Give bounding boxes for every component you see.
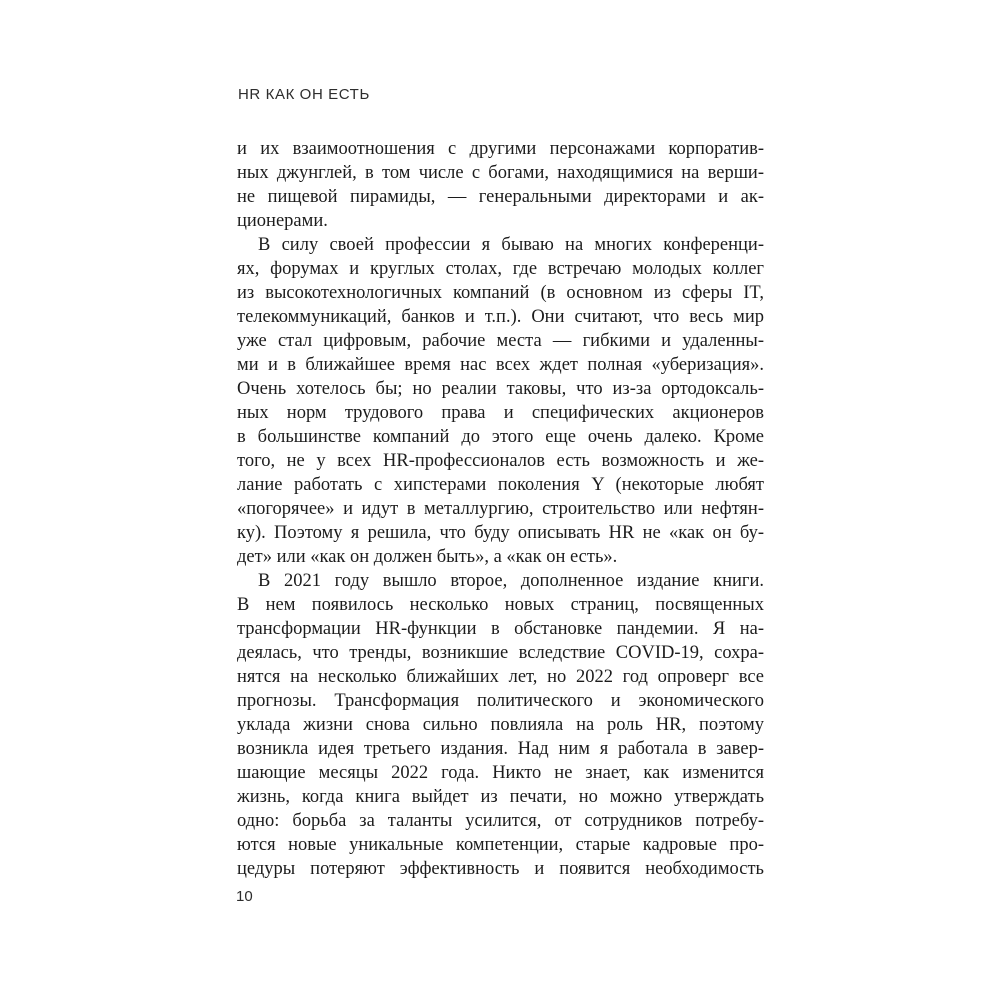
text-line: ми и в ближайшее время нас всех ждет полная «уберизация». [237,355,764,375]
text-line: не пищевой пирамиды, — генеральными директорами и ак- [237,187,764,207]
text-line: жизнь, когда книга выйдет из печати, но можно утверждать [237,787,764,807]
text-line: деялась, что тренды, возникшие вследствие COVID-19, сохра- [237,643,764,663]
text-line: того, не у всех HR-профессионалов есть возможность и же- [237,451,764,471]
text-line: ются новые уникальные компетенции, старые кадровые про- [237,835,764,855]
text-line: и их взаимоотношения с другими персонажами корпоратив- [237,139,764,159]
text-line: «погорячее» и идут в металлургию, строительство или нефтян- [237,499,764,519]
text-line: прогнозы. Трансформация политического и экономического [237,691,764,711]
text-line: телекоммуникаций, банков и т.п.). Они считают, что весь мир [237,307,764,327]
text-line: возникла идея третьего издания. Над ним я работала в завер- [237,739,764,759]
text-line: ку). Поэтому я решила, что буду описывать HR не «как он бу- [237,523,764,543]
text-line: ных норм трудового права и специфических акционеров [237,403,764,423]
text-line: шающие месяцы 2022 года. Никто не знает, как изменится [237,763,764,783]
text-line: дет» или «как он должен быть», а «как он есть». [237,547,618,567]
text-line: нятся на несколько ближайших лет, но 2022 год опроверг все [237,667,764,687]
text-line: из высокотехнологичных компаний (в основном из сферы IT, [237,283,764,303]
text-line: ях, форумах и круглых столах, где встречаю молодых коллег [237,259,764,279]
text-line: В силу своей профессии я бываю на многих конференци- [258,235,764,255]
body-text [237,137,764,881]
text-line: ционерами. [237,211,328,231]
text-line: одно: борьба за таланты усилится, от сотрудников потребу- [237,811,764,831]
running-header: HR КАК ОН ЕСТЬ [238,86,370,103]
page-number: 10 [236,888,253,905]
text-line: лание работать с хипстерами поколения Y (некоторые любят [237,475,764,495]
text-line: уже стал цифровым, рабочие места — гибкими и удаленны- [237,331,764,351]
text-line: Очень хотелось бы; но реалии таковы, что из-за ортодоксаль- [237,379,764,399]
text-line: в большинстве компаний до этого еще очень далеко. Кроме [237,427,764,447]
text-line: цедуры потеряют эффективность и появится необходимость [237,859,764,879]
text-line: уклада жизни снова сильно повлияла на роль HR, поэтому [237,715,764,735]
text-line: В 2021 году вышло второе, дополненное издание книги. [258,571,764,591]
text-line: трансформации HR-функции в обстановке пандемии. Я на- [237,619,764,639]
text-line: В нем появилось несколько новых страниц, посвященных [237,595,764,615]
text-line: ных джунглей, в том числе с богами, находящимися на верши- [237,163,764,183]
